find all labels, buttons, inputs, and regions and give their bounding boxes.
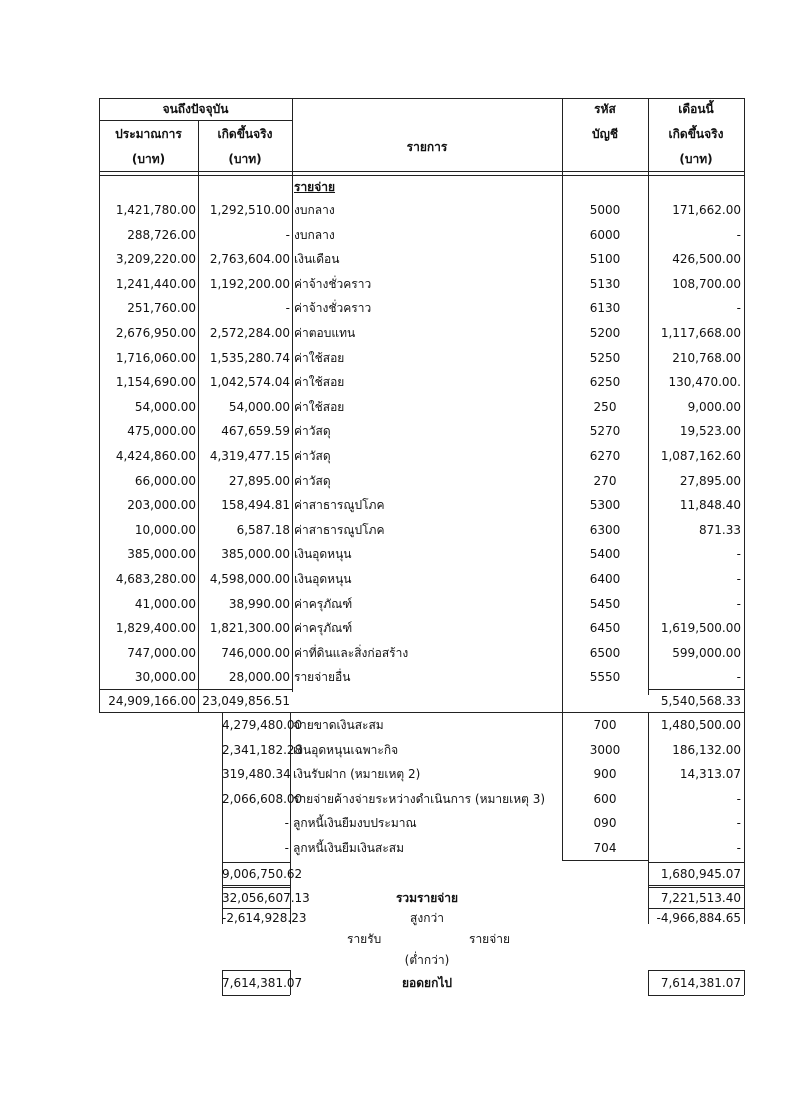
other-row-actual: - <box>284 816 289 830</box>
code-bottom-line <box>562 860 648 861</box>
other-subtotal-bottom-r <box>648 885 744 886</box>
row-code: 5000 <box>589 203 621 217</box>
diff-income: รายรับ <box>347 932 382 946</box>
row-budget: 475,000.00 <box>127 424 196 438</box>
row-item: เงินเดือน <box>294 252 340 266</box>
row-month: - <box>736 572 741 586</box>
other-row-item: เงินรับฝาก (หมายเหตุ 2) <box>293 767 421 781</box>
row-item: ค่าใช้สอย <box>294 375 345 389</box>
row-item: ค่าสาธารณูปโภค <box>294 523 385 537</box>
carry-top-r <box>648 970 744 971</box>
row-item: ค่าจ้างชั่วคราว <box>294 301 372 315</box>
row-code: 6270 <box>589 449 621 463</box>
subtotal-actual: 23,049,856.51 <box>202 694 290 708</box>
other-row-month: - <box>736 792 741 806</box>
row-actual: 2,763,604.00 <box>209 252 290 266</box>
row-month: 1,087,162.60 <box>660 449 741 463</box>
row-item: ค่าวัสดุ <box>294 474 331 488</box>
row-item: เงินอุดหนุน <box>294 547 352 561</box>
row-actual: 1,042,574.04 <box>209 375 290 389</box>
header-code-1: รหัส <box>594 102 616 116</box>
row-budget: 30,000.00 <box>134 670 196 684</box>
row-budget: 41,000.00 <box>134 597 196 611</box>
row-budget: 288,726.00 <box>127 228 196 242</box>
other-row-month: - <box>736 816 741 830</box>
row-actual: 746,000.00 <box>221 646 290 660</box>
other-row-month: 14,313.07 <box>679 767 741 781</box>
row-code: 250 <box>593 400 617 414</box>
carry-right-edge <box>744 970 745 995</box>
row-actual: 1,535,280.74 <box>209 351 290 365</box>
row-month: 11,848.40 <box>679 498 741 512</box>
other-row-actual: 319,480.34 <box>222 767 291 781</box>
total-month: 7,221,513.40 <box>660 891 741 905</box>
other-subtotal-top-l <box>222 862 290 863</box>
other-row-actual: 2,066,608.00 <box>222 792 303 806</box>
row-month: - <box>736 547 741 561</box>
row-budget: 2,676,950.00 <box>115 326 196 340</box>
row-month: 210,768.00 <box>672 351 741 365</box>
row-month: 130,470.00. <box>668 375 741 389</box>
other-row-item: รายจ่ายค้างจ่ายระหว่างดำเนินการ (หมายเหตุ 3) <box>293 792 546 806</box>
row-month: 108,700.00 <box>672 277 741 291</box>
carry-bottom-r <box>648 995 744 996</box>
lower-col-actual-right <box>290 712 291 862</box>
row-month: 871.33 <box>699 523 741 537</box>
row-month: 27,895.00 <box>679 474 741 488</box>
row-code: 6000 <box>589 228 621 242</box>
other-row-actual: 4,279,480.00 <box>222 718 303 732</box>
row-item: ค่าวัสดุ <box>294 449 331 463</box>
row-item: ค่าใช้สอย <box>294 351 345 365</box>
row-item: งบกลาง <box>294 228 335 242</box>
row-actual: 54,000.00 <box>228 400 290 414</box>
total-bottom-l <box>222 908 290 909</box>
other-row-item: เงินอุดหนุนเฉพาะกิจ <box>293 743 399 757</box>
row-item: ค่าวัสดุ <box>294 424 331 438</box>
other-subtotal-actual: 9,006,750.62 <box>222 867 303 881</box>
row-month: 1,619,500.00 <box>660 621 741 635</box>
row-item: ค่าสาธารณูปโภค <box>294 498 385 512</box>
other-row-code: 900 <box>593 767 617 781</box>
header-month-unit: (บาท) <box>679 152 713 166</box>
row-code: 5130 <box>589 277 621 291</box>
carry-bottom-l <box>222 995 290 996</box>
row-month: 1,117,668.00 <box>660 326 741 340</box>
header-actual: เกิดขึ้นจริง <box>217 127 273 141</box>
carry-label: ยอดยกไป <box>402 976 452 990</box>
row-month: - <box>736 670 741 684</box>
other-subtotal-bottom-l <box>222 885 290 886</box>
row-item: ค่าครุภัณฑ์ <box>294 621 353 635</box>
row-month: 19,523.00 <box>679 424 741 438</box>
row-code: 270 <box>593 474 617 488</box>
total-top-l <box>222 887 290 888</box>
row-code: 6250 <box>589 375 621 389</box>
row-budget: 1,421,780.00 <box>115 203 196 217</box>
other-row-month: - <box>736 841 741 855</box>
other-subtotal-month: 1,680,945.07 <box>660 867 741 881</box>
row-budget: 385,000.00 <box>127 547 196 561</box>
subtotal-budget: 24,909,166.00 <box>108 694 196 708</box>
row-month: 171,662.00 <box>672 203 741 217</box>
other-row-item: ลูกหนี้เงินยืมเงินสะสม <box>293 841 405 855</box>
header-items: รายการ <box>406 140 448 154</box>
other-row-actual: 2,341,182.28 <box>222 743 303 757</box>
row-budget: 4,683,280.00 <box>115 572 196 586</box>
row-code: 6400 <box>589 572 621 586</box>
row-code: 6500 <box>589 646 621 660</box>
row-item: ค่าตอบแทน <box>294 326 356 340</box>
row-actual: 2,572,284.00 <box>209 326 290 340</box>
row-budget: 203,000.00 <box>127 498 196 512</box>
other-row-month: 1,480,500.00 <box>660 718 741 732</box>
header-to-date: จนถึงปัจจุบัน <box>162 102 229 116</box>
row-actual: 4,319,477.15 <box>209 449 290 463</box>
row-item: รายจ่ายอื่น <box>294 670 351 684</box>
row-budget: 747,000.00 <box>127 646 196 660</box>
row-actual: 1,192,200.00 <box>209 277 290 291</box>
other-row-item: ลูกหนี้เงินยืมงบประมาณ <box>293 816 417 830</box>
header-month-1: เดือนนี้ <box>678 102 714 116</box>
other-row-code: 704 <box>593 841 617 855</box>
other-row-actual: - <box>284 841 289 855</box>
lower-col-code <box>648 712 649 862</box>
row-actual: 467,659.59 <box>221 424 290 438</box>
row-item: งบกลาง <box>294 203 335 217</box>
row-budget: 10,000.00 <box>134 523 196 537</box>
other-row-item: จ่ายขาดเงินสะสม <box>293 718 384 732</box>
row-budget: 1,241,440.00 <box>115 277 196 291</box>
row-actual: 38,990.00 <box>228 597 290 611</box>
row-code: 5300 <box>589 498 621 512</box>
subtotal-line-right <box>648 689 744 690</box>
carry-top-l <box>222 970 290 971</box>
col-border-right <box>744 98 745 712</box>
diff-expense: รายจ่าย <box>469 932 511 946</box>
other-row-code: 3000 <box>589 743 621 757</box>
total-top-r <box>648 887 744 888</box>
diff-lower: (ต่ำกว่า) <box>404 953 450 967</box>
other-row-code: 700 <box>593 718 617 732</box>
col-border-actual <box>292 98 293 692</box>
row-item: ค่าที่ดินและสิ่งก่อสร้าง <box>294 646 409 660</box>
header-actual-unit: (บาท) <box>228 152 262 166</box>
row-budget: 1,716,060.00 <box>115 351 196 365</box>
row-actual: 1,292,510.00 <box>209 203 290 217</box>
header-divider <box>99 120 292 121</box>
row-code: 6300 <box>589 523 621 537</box>
row-month: - <box>736 597 741 611</box>
other-row-code: 600 <box>593 792 617 806</box>
row-actual: 28,000.00 <box>228 670 290 684</box>
subtotal-line-left <box>99 689 292 690</box>
row-code: 5400 <box>589 547 621 561</box>
diff-month: -4,966,884.65 <box>656 911 741 925</box>
diff-higher: สูงกว่า <box>410 911 444 925</box>
subtotal-month: 5,540,568.33 <box>660 694 741 708</box>
row-actual: 158,494.81 <box>221 498 290 512</box>
row-code: 5200 <box>589 326 621 340</box>
row-actual: 385,000.00 <box>221 547 290 561</box>
header-code-2: บัญชี <box>592 127 618 141</box>
lower-col-left <box>222 712 223 862</box>
row-budget: 3,209,220.00 <box>115 252 196 266</box>
row-budget: 66,000.00 <box>134 474 196 488</box>
row-item: ค่าจ้างชั่วคราว <box>294 277 372 291</box>
total-actual: 32,056,607.13 <box>222 891 310 905</box>
header-month-2: เกิดขึ้นจริง <box>668 127 724 141</box>
row-code: 5270 <box>589 424 621 438</box>
row-actual: - <box>285 301 290 315</box>
diff-actual: -2,614,928.23 <box>222 911 307 925</box>
row-month: 9,000.00 <box>687 400 741 414</box>
row-item: เงินอุดหนุน <box>294 572 352 586</box>
row-actual: - <box>285 228 290 242</box>
lower-col-right <box>744 712 745 862</box>
total-label: รวมรายจ่าย <box>395 891 459 905</box>
row-code: 6130 <box>589 301 621 315</box>
row-item: ค่าครุภัณฑ์ <box>294 597 353 611</box>
row-code: 6450 <box>589 621 621 635</box>
row-budget: 1,829,400.00 <box>115 621 196 635</box>
row-actual: 6,587.18 <box>236 523 290 537</box>
row-month: - <box>736 228 741 242</box>
section-title-expenditure: รายจ่าย <box>294 180 336 194</box>
totals-right-edge <box>744 862 745 924</box>
row-budget: 54,000.00 <box>134 400 196 414</box>
row-month: 426,500.00 <box>672 252 741 266</box>
total-bottom-r <box>648 908 744 909</box>
carry-month: 7,614,381.07 <box>660 976 741 990</box>
other-subtotal-top-r <box>648 862 744 863</box>
row-code: 5100 <box>589 252 621 266</box>
row-actual: 1,821,300.00 <box>209 621 290 635</box>
row-item: ค่าใช้สอย <box>294 400 345 414</box>
row-budget: 4,424,860.00 <box>115 449 196 463</box>
other-row-month: 186,132.00 <box>672 743 741 757</box>
row-month: 599,000.00 <box>672 646 741 660</box>
row-code: 5250 <box>589 351 621 365</box>
row-budget: 1,154,690.00 <box>115 375 196 389</box>
row-actual: 27,895.00 <box>228 474 290 488</box>
row-actual: 4,598,000.00 <box>209 572 290 586</box>
other-row-code: 090 <box>593 816 617 830</box>
header-budget-unit: (บาท) <box>131 152 166 166</box>
header-budget: ประมาณการ <box>115 127 182 141</box>
row-budget: 251,760.00 <box>127 301 196 315</box>
row-code: 5450 <box>589 597 621 611</box>
row-code: 5550 <box>589 670 621 684</box>
row-month: - <box>736 301 741 315</box>
carry-actual: 7,614,381.07 <box>222 976 303 990</box>
